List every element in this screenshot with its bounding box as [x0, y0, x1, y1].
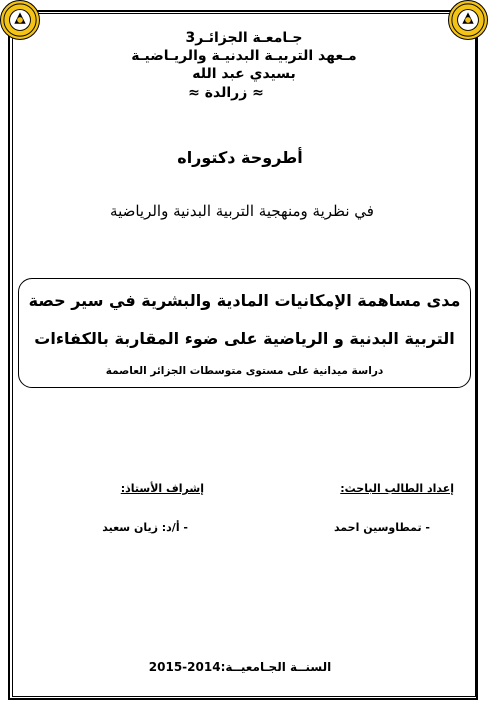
campus-name: بسيدي عبد الله	[192, 66, 296, 82]
specialization: في نظرية ومنهجية التربية البدنية والرياضية	[110, 202, 374, 220]
supervisor-name: - أ/د: زيان سعيد	[102, 521, 188, 534]
degree-title: أطروحة دكتوراه	[177, 148, 303, 167]
thesis-title-line-1: مدى مساهمة الإمكانيات المادية والبشرية في سير حصة	[28, 291, 461, 310]
thesis-subtitle: دراسة ميدانية على مستوى متوسطات الجزائر العاصمة	[105, 365, 384, 377]
institute-name: مـعهد التربيـة البدنيـة والريـاضيـة	[131, 48, 357, 64]
academic-year: السنــة الجـامعيــة:2014-2015	[148, 660, 332, 674]
supervisor-label: إشراف الأستاذ:	[120, 482, 204, 495]
student-name: - تمطاوسين احمد	[333, 521, 430, 534]
university-name: جـامعـة الجزائـر3	[185, 30, 303, 46]
thesis-title-line-2: التربية البدنية و الرياضية على ضوء المقاربة بالكفاءات	[34, 329, 455, 348]
location-name: ≈ زرالدة ≈	[188, 85, 264, 101]
thesis-title-box	[18, 278, 471, 388]
student-label: إعداد الطالب الباحث:	[340, 482, 454, 495]
